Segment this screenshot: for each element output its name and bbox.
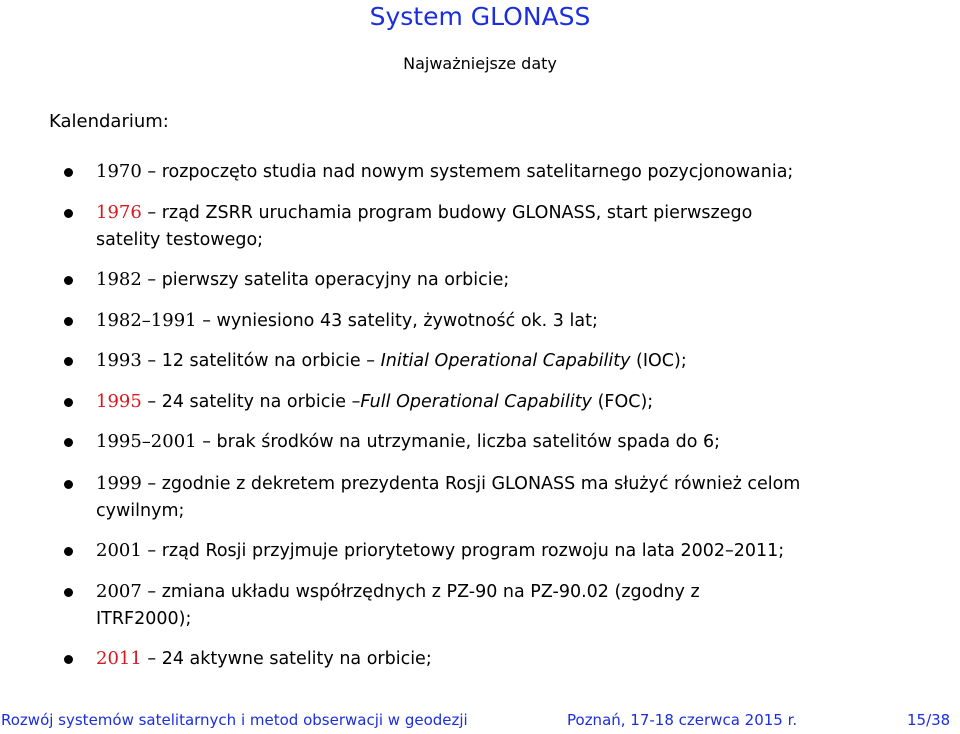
item-text-continued: satelity testowego; [96,230,264,250]
bullet-icon [64,276,73,285]
item-text: pierwszy satelita operacyjny na orbicie; [161,270,510,290]
year-label: 2007 [96,581,142,602]
bullet-icon [64,168,73,177]
bullet-icon [64,398,73,407]
section-heading: Kalendarium: [49,111,169,132]
bullet-icon [64,357,73,366]
bullet-icon [64,209,73,218]
item-text: 24 aktywne satelity na orbicie; [161,649,432,669]
item-text-continued: ITRF2000); [96,609,192,629]
year-label: 2011 [96,648,142,669]
year-label: 1970 [96,161,142,182]
footer-title: Rozwój systemów satelitarnych i metod obserwacji w geodezji [1,711,468,729]
slide-footer [0,707,960,734]
year-label: 1993 [96,350,142,371]
year-label: 1982 [96,269,142,290]
year-label: 1976 [96,202,142,223]
item-text: wyniesiono 43 satelity, żywotność ok. 3 lat; [216,311,598,331]
item-text: zgodnie z dekretem prezydenta Rosji GLONASS ma służyć również celom [161,474,801,494]
slide-subtitle: Najważniejsze daty [403,54,557,73]
bullet-icon [64,438,73,447]
bullet-icon [64,480,73,489]
item-text: rozpoczęto studia nad nowym systemem satelitarnego pozycjonowania; [161,162,794,182]
item-text: rząd ZSRR uruchamia program budowy GLONASS, start pierwszego [161,203,753,223]
item-text: 24 satelity na orbicie – [161,392,361,412]
page-number: 15/38 [907,711,951,729]
year-label: 1995–2001 [96,431,197,452]
item-text: rząd Rosji przyjmuje priorytetowy program rozwoju na lata 2002–2011; [161,541,785,561]
footer-date-place: Poznań, 17-18 czerwca 2015 r. [567,711,798,729]
bullet-icon [64,547,73,556]
item-emphasis: Initial Operational Capability [380,351,631,371]
item-text: 12 satelitów na orbicie – [161,351,381,371]
year-label: 1999 [96,473,142,494]
slide-title: System GLONASS [369,2,591,31]
year-label: 1995 [96,391,142,412]
bullet-icon [64,317,73,326]
item-text: brak środków na utrzymanie, liczba satelitów spada do 6; [216,432,721,452]
item-emphasis: Full Operational Capability [360,392,592,412]
year-label: 1982–1991 [96,310,197,331]
item-text-continued: cywilnym; [96,501,185,521]
bullet-icon [64,588,73,597]
bullet-icon [64,655,73,664]
year-label: 2001 [96,540,142,561]
item-text: zmiana układu współrzędnych z PZ-90 na PZ-90.02 (zgodny z [161,582,700,602]
